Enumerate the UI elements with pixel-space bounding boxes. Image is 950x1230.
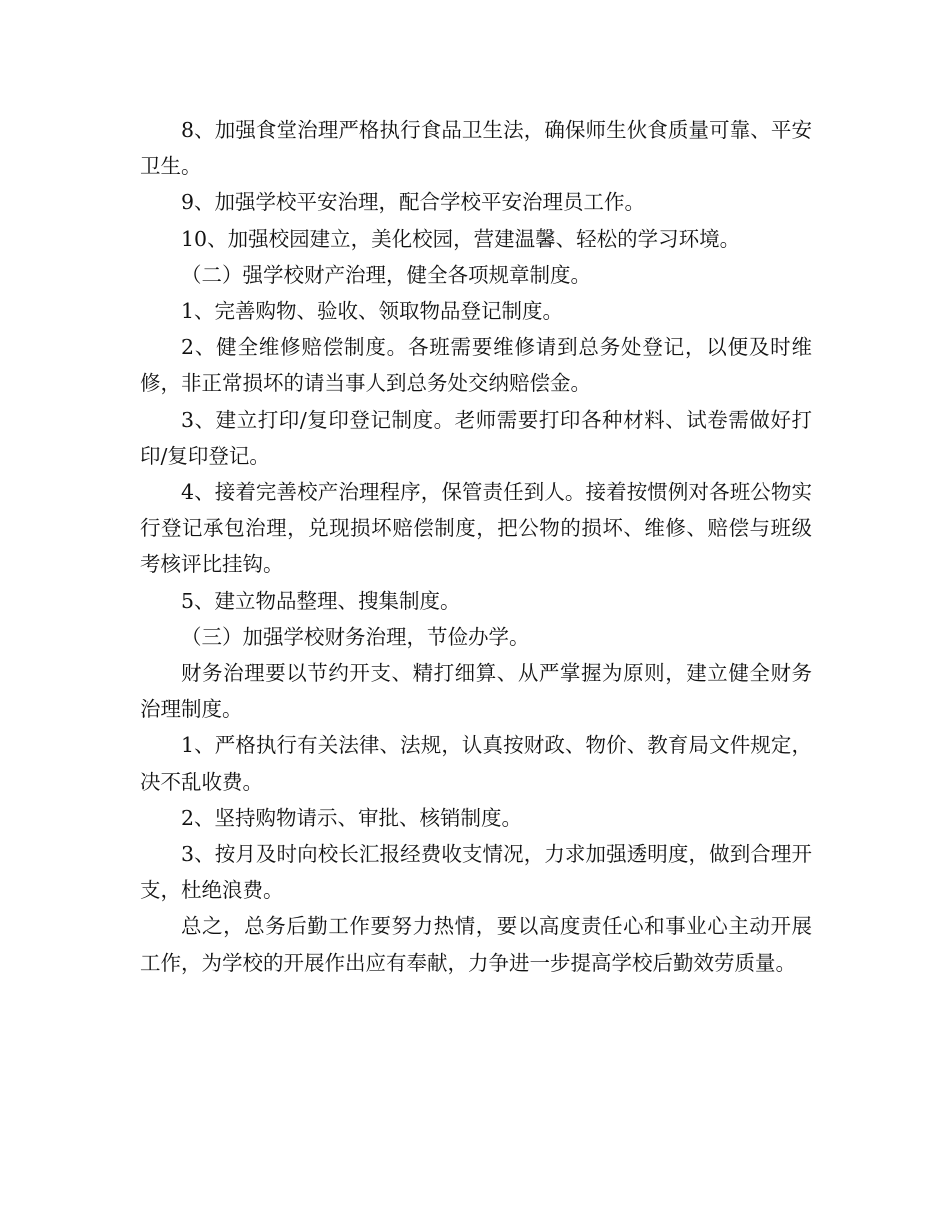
- paragraph-finance-3: 3、按月及时向校长汇报经费收支情况，力求加强透明度，做到合理开支，杜绝浪费。: [140, 842, 812, 903]
- section-heading-property: （二）强学校财产治理，健全各项规章制度。: [181, 262, 591, 287]
- paragraph-item-8-canteen: 8、加强食堂治理严格执行食品卫生法，确保师生伙食质量可靠、平安卫生。: [140, 118, 812, 179]
- paragraph-property-4: 4、接着完善校产治理程序，保管责任到人。接着按惯例对各班公物实行登记承包治理，兑现损坏赔偿制度，把公物的损坏、维修、赔偿与班级考核评比挂钩。: [140, 480, 812, 577]
- paragraph-finance-intro: 财务治理要以节约开支、精打细算、从严掌握为原则，建立健全财务治理制度。: [140, 661, 812, 722]
- paragraph-finance-2: 2、坚持购物请示、审批、核销制度。: [181, 805, 523, 830]
- section-heading-finance: （三）加强学校财务治理，节俭办学。: [181, 624, 530, 649]
- paragraph-property-3: 3、建立打印/复印登记制度。老师需要打印各种材料、试卷需做好打印/复印登记。: [140, 407, 812, 468]
- paragraph-conclusion: 总之，总务后勤工作要努力热情，要以高度责任心和事业心主动开展工作，为学校的开展作出应有奉献，力争进一步提高学校后勤效劳质量。: [140, 914, 812, 975]
- document-body: [140, 112, 812, 981]
- paragraph-property-1: 1、完善购物、验收、领取物品登记制度。: [181, 299, 564, 324]
- paragraph-item-10-campus: 10、加强校园建立，美化校园，营建温馨、轻松的学习环境。: [181, 226, 741, 251]
- paragraph-item-9-safety: 9、加强学校平安治理，配合学校平安治理员工作。: [181, 190, 646, 215]
- paragraph-property-5: 5、建立物品整理、搜集制度。: [181, 588, 461, 613]
- paragraph-finance-1: 1、严格执行有关法律、法规，认真按财政、物价、教育局文件规定，决不乱收费。: [140, 733, 812, 794]
- paragraph-property-2: 2、健全维修赔偿制度。各班需要维修请到总务处登记，以便及时维修，非正常损坏的请当事人到总务处交纳赔偿金。: [140, 335, 812, 396]
